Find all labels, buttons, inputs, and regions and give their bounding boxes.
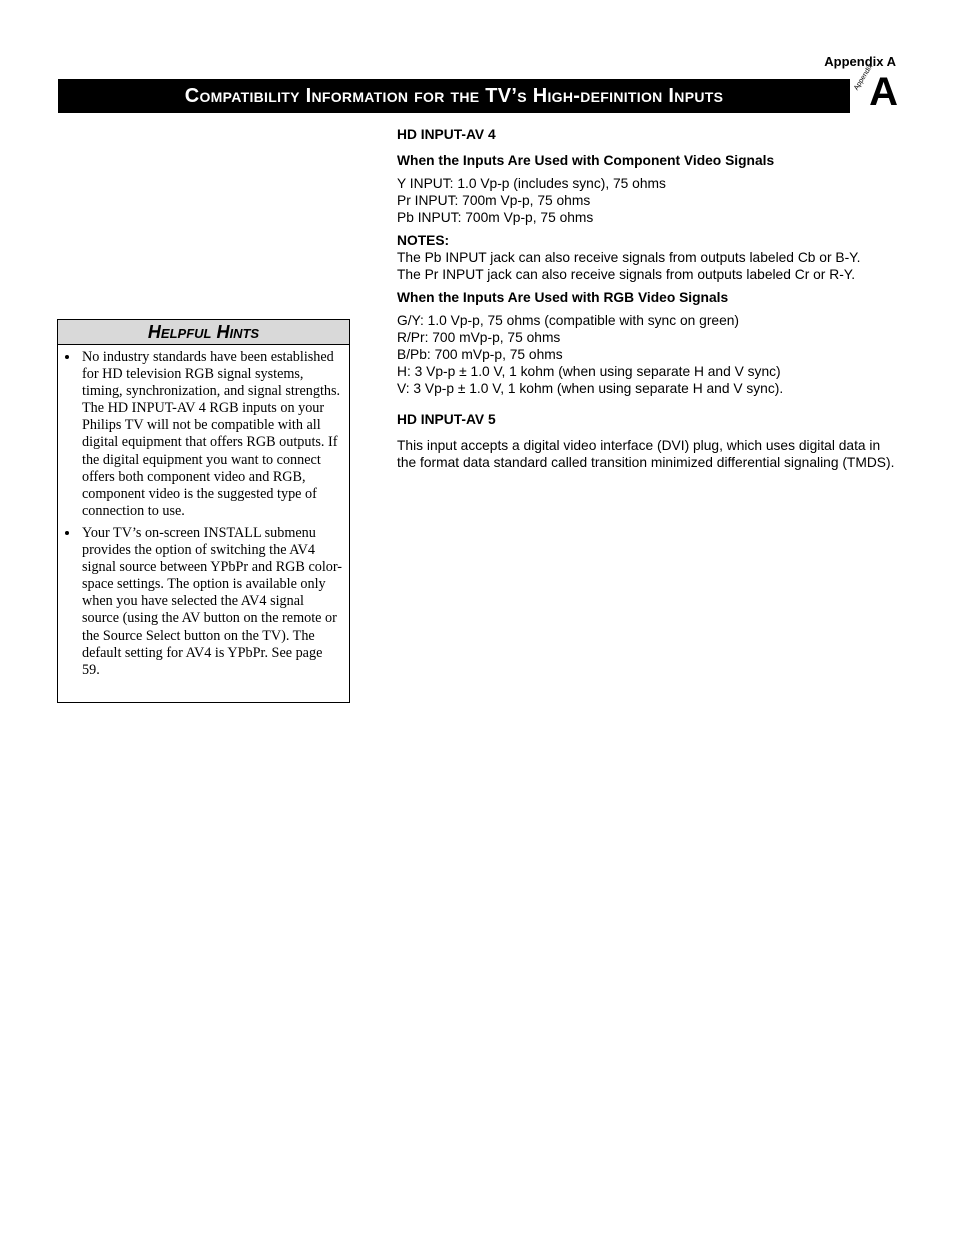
- rgb-line: R/Pr: 700 mVp-p, 75 ohms: [397, 330, 561, 345]
- av5-heading: HD INPUT-AV 5: [397, 412, 496, 427]
- rgb-line: V: 3 Vp-p ± 1.0 V, 1 kohm (when using separate H and V sync).: [397, 381, 784, 396]
- hint-item: • Your TV’s on-screen INSTALL submenu provides the option of switching the AV4 signal source between YPbPr and RGB color-space settings. The option is available only when you have selected the AV4 signal source (using the AV button on the remote or the Source Select button on the TV). The default setting for AV4 is YPbPr. See page 59.: [80, 525, 343, 679]
- component-line: Pr INPUT: 700m Vp-p, 75 ohms: [397, 193, 591, 208]
- appendix-badge-letter: A: [869, 70, 898, 114]
- rgb-line: G/Y: 1.0 Vp-p, 75 ohms (compatible with sync on green): [397, 313, 740, 328]
- helpful-hints-title: Helpful Hints: [58, 320, 349, 345]
- component-heading: When the Inputs Are Used with Component Video Signals: [397, 153, 775, 168]
- hint-item: • No industry standards have been established for HD television RGB signal systems, timing, synchronization, and signal strengths. The HD INPUT-AV 4 RGB inputs on your Philips TV will not be compatible with all digital equipment that offers RGB outputs. If the digital equipment you want to connect offers both component video and RGB, component video is the suggested type of connection to use.: [80, 349, 343, 520]
- notes-heading: NOTES:: [397, 233, 450, 248]
- appendix-badge-small-text: Appendix: [853, 63, 875, 92]
- page-title: Compatibility Information for the TV’s High-definition Inputs: [184, 84, 724, 107]
- appendix-label: Appendix A: [824, 54, 896, 69]
- rgb-line: B/Pb: 700 mVp-p, 75 ohms: [397, 347, 563, 362]
- appendix-badge: [852, 63, 900, 116]
- av5-text: This input accepts a digital video interface (DVI) plug, which uses digital data in the format data standard called transition minimized differential signaling (TMDS).: [397, 438, 895, 470]
- helpful-hints-box: [57, 319, 350, 703]
- rgb-line: H: 3 Vp-p ± 1.0 V, 1 kohm (when using separate H and V sync): [397, 364, 781, 379]
- page-title-bar: [58, 79, 850, 113]
- component-line: Y INPUT: 1.0 Vp-p (includes sync), 75 ohms: [397, 176, 666, 191]
- helpful-hints-list: [58, 345, 349, 679]
- rgb-heading: When the Inputs Are Used with RGB Video Signals: [397, 290, 729, 305]
- notes-line: The Pr INPUT jack can also receive signals from outputs labeled Cr or R-Y.: [397, 267, 856, 282]
- av4-heading: HD INPUT-AV 4: [397, 127, 496, 142]
- main-content: [397, 126, 902, 471]
- component-line: Pb INPUT: 700m Vp-p, 75 ohms: [397, 210, 594, 225]
- notes-line: The Pb INPUT jack can also receive signals from outputs labeled Cb or B-Y.: [397, 250, 861, 265]
